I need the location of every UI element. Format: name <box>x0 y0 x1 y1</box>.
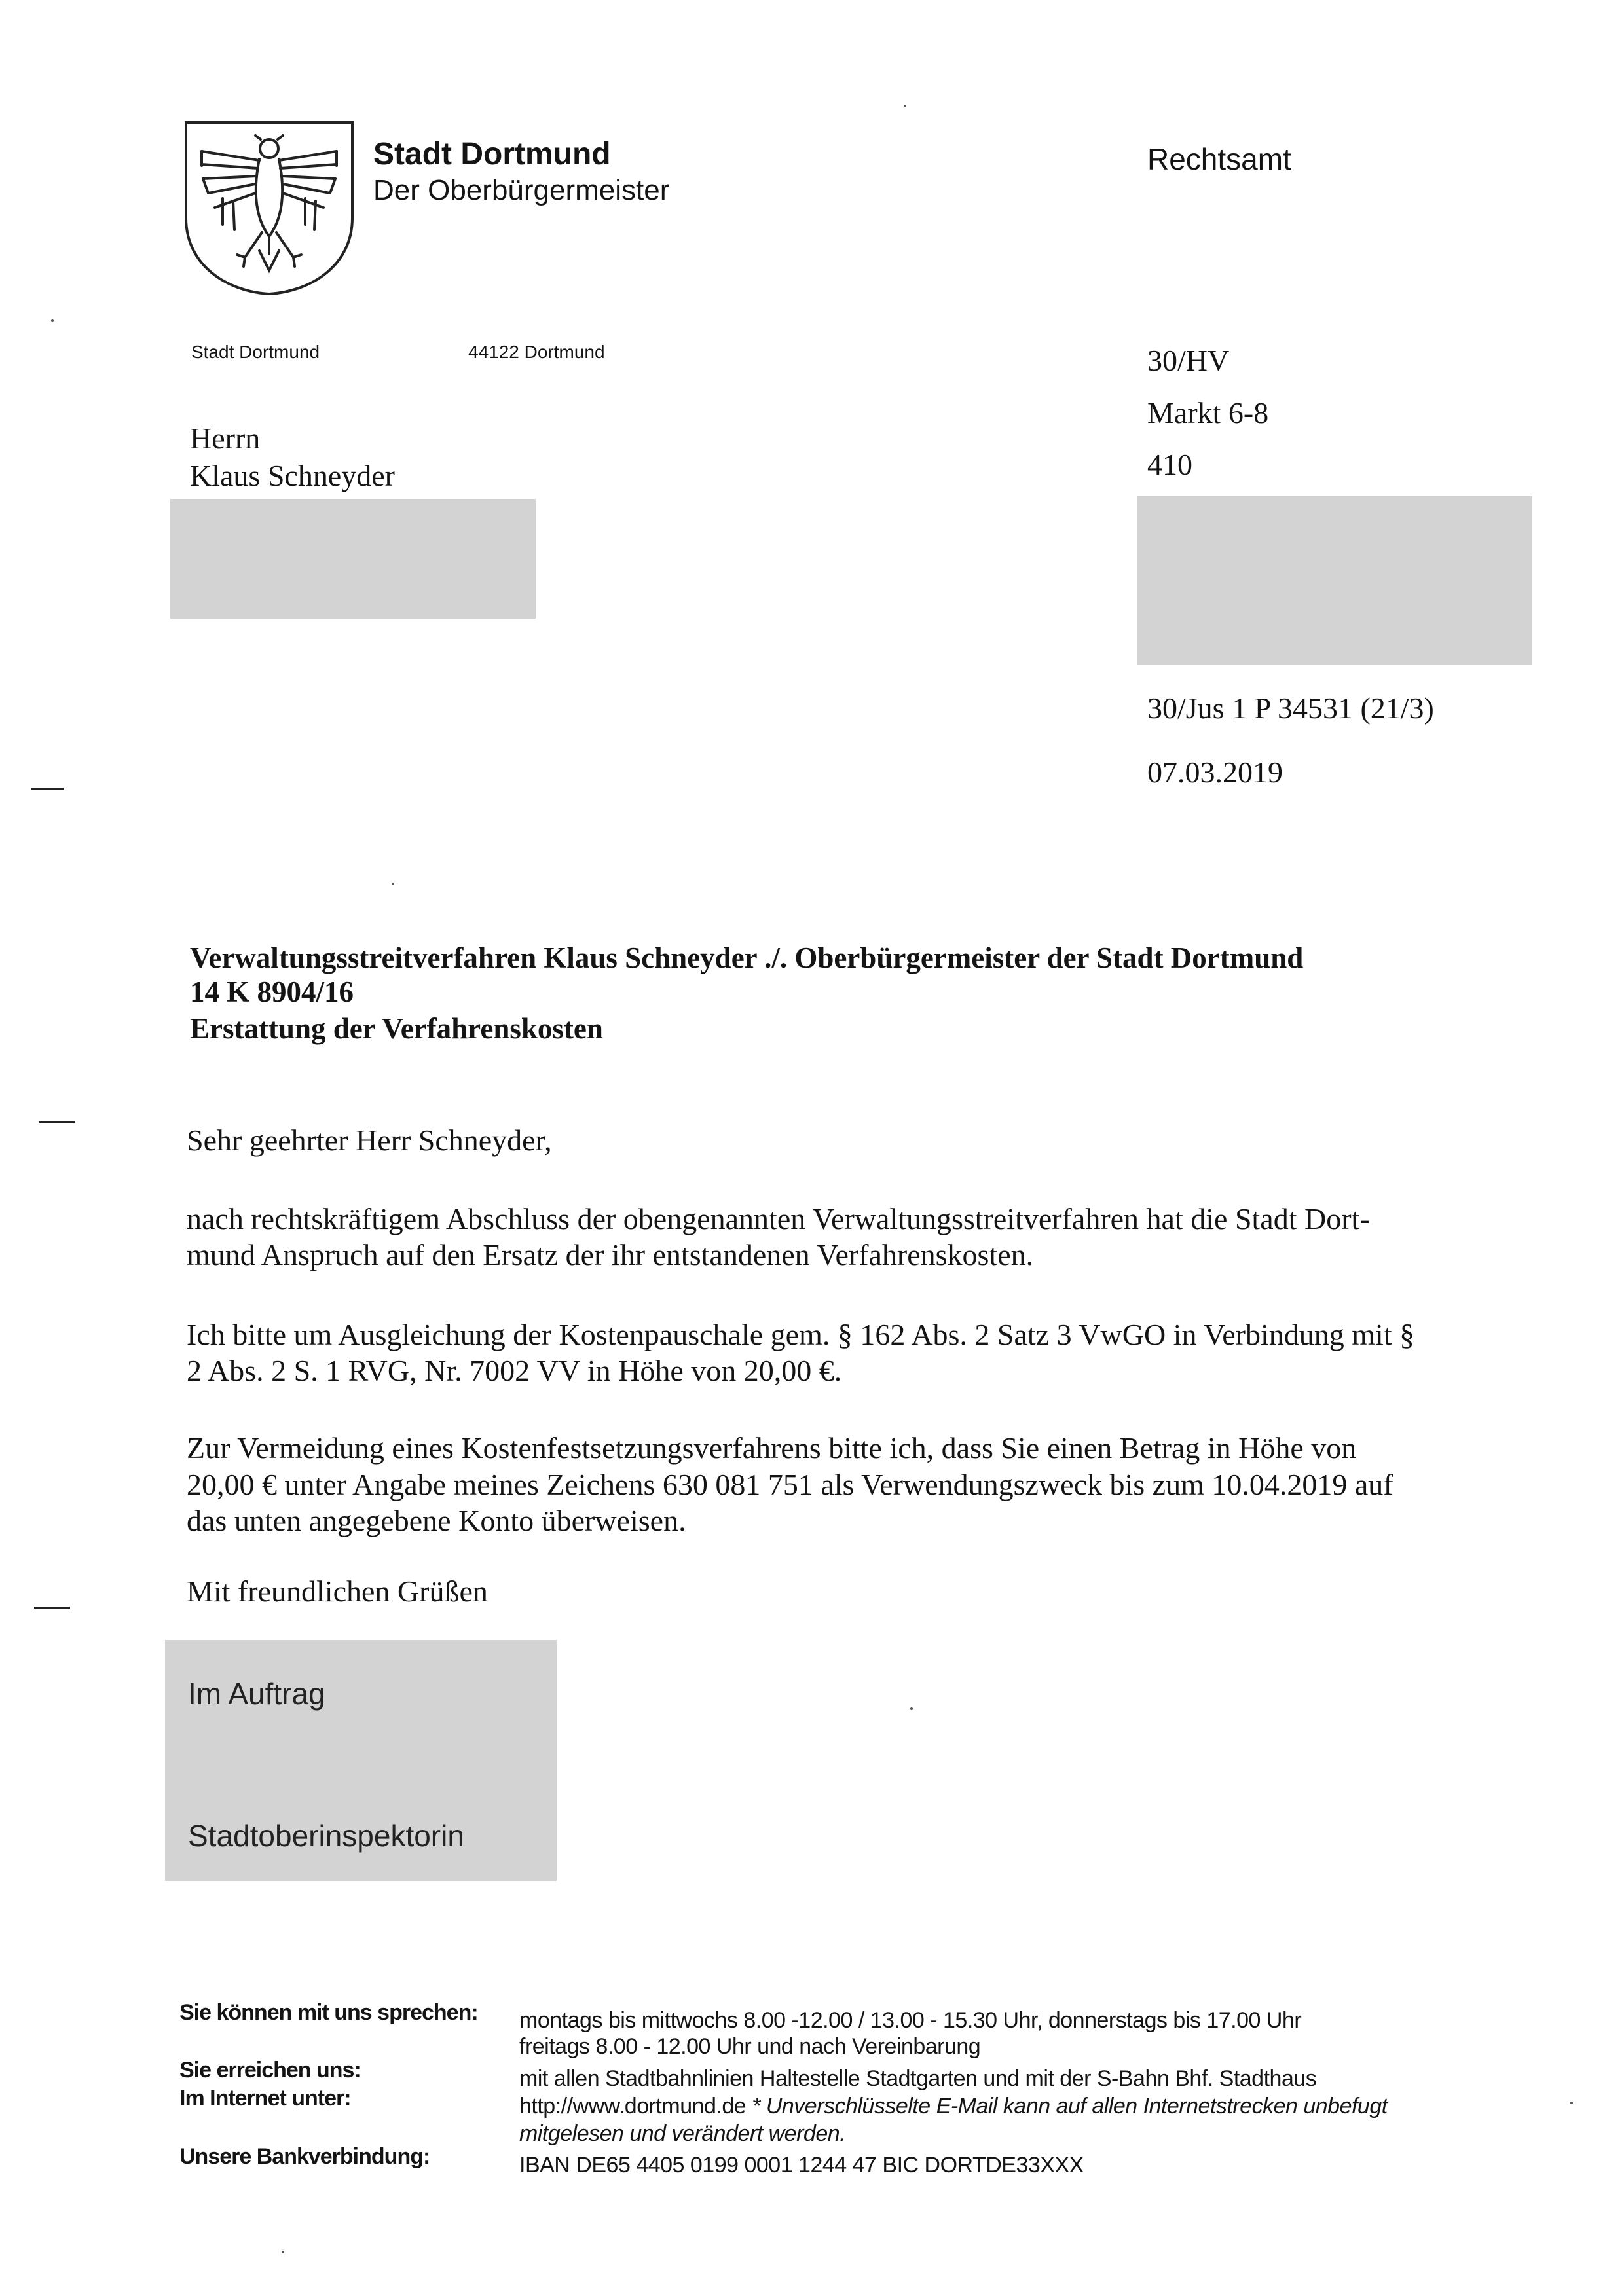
footer-label-internet: Im Internet unter: <box>179 2086 351 2111</box>
website-link[interactable]: http://www.dortmund.de <box>519 2094 747 2119</box>
office-street: Markt 6-8 <box>1147 396 1269 429</box>
recipient-salutation: Herrn <box>190 422 261 455</box>
office-code: 30/HV <box>1147 344 1230 377</box>
footer-internet <box>519 2094 1388 2119</box>
signature-title: Stadtoberinspektorin <box>188 1819 464 1853</box>
punch-mark <box>34 1607 70 1609</box>
footer-label-bank: Unsere Bankverbindung: <box>179 2144 430 2169</box>
footer-label-hours: Sie können mit uns sprechen: <box>179 2000 478 2025</box>
scan-speck <box>51 319 54 322</box>
paragraph-1-line-2: mund Anspruch auf den Ersatz der ihr entstandenen Verfahrenskosten. <box>187 1238 1034 1271</box>
paragraph-3-line-3: das unten angegebene Konto überweisen. <box>187 1504 686 1537</box>
case-number: 14 K 8904/16 <box>190 975 354 1008</box>
subject-topic: Erstattung der Verfahrenskosten <box>190 1012 603 1045</box>
sender-line-name: Stadt Dortmund <box>191 342 320 362</box>
signature-on-behalf: Im Auftrag <box>188 1677 325 1711</box>
paragraph-3-line-2: 20,00 € unter Angabe meines Zeichens 630 081 751 als Verwendungszweck bis zum 10.04.2019 auf <box>187 1468 1393 1501</box>
fold-mark-middle <box>39 1121 75 1123</box>
letter-date: 07.03.2019 <box>1147 756 1283 789</box>
scan-speck <box>904 105 906 107</box>
scan-speck <box>392 883 394 885</box>
scan-speck <box>910 1707 913 1710</box>
footer-bank-details: IBAN DE65 4405 0199 0001 1244 47 BIC DORTDE33XXX <box>519 2153 1084 2178</box>
scan-speck <box>1570 2102 1573 2104</box>
paragraph-1-line-1: nach rechtskräftigem Abschluss der obengenannten Verwaltungsstreitverfahren hat die Stadt Dort- <box>187 1202 1370 1235</box>
closing: Mit freundlichen Grüßen <box>187 1575 488 1608</box>
eagle-coat-of-arms-icon <box>182 120 356 297</box>
email-warning-line-2: mitgelesen und verändert werden. <box>519 2121 846 2146</box>
footer-hours-line-1: montags bis mittwochs 8.00 -12.00 / 13.00 - 15.30 Uhr, donnerstags bis 17.00 Uhr <box>519 2008 1302 2033</box>
footer-hours-line-2: freitags 8.00 - 12.00 Uhr und nach Vereinbarung <box>519 2034 981 2059</box>
organization-subtitle: Der Oberbürgermeister <box>373 174 670 206</box>
redacted-contact-details <box>1137 496 1532 665</box>
scan-speck <box>282 2251 284 2253</box>
department-name: Rechtsamt <box>1147 142 1291 176</box>
email-warning-line-1: * Unverschlüsselte E-Mail kann auf allen Internetstrecken unbefugt <box>752 2094 1388 2119</box>
recipient-name: Klaus Schneyder <box>190 459 395 492</box>
footer-label-reach: Sie erreichen uns: <box>179 2058 361 2083</box>
fold-mark-top <box>31 788 64 790</box>
reference-number: 30/Jus 1 P 34531 (21/3) <box>1147 691 1434 725</box>
sender-line-city: 44122 Dortmund <box>468 342 605 362</box>
redacted-recipient-address <box>170 499 536 619</box>
subject-line: Verwaltungsstreitverfahren Klaus Schneyder ./. Oberbürgermeister der Stadt Dortmund <box>190 941 1304 974</box>
paragraph-2-line-1: Ich bitte um Ausgleichung der Kostenpauschale gem. § 162 Abs. 2 Satz 3 VwGO in Verbindung mit § <box>187 1318 1415 1351</box>
paragraph-3-line-1: Zur Vermeidung eines Kostenfestsetzungsverfahrens bitte ich, dass Sie einen Betrag in Höhe von <box>187 1431 1357 1465</box>
footer-directions: mit allen Stadtbahnlinien Haltestelle Stadtgarten und mit der S-Bahn Bhf. Stadthaus <box>519 2066 1317 2091</box>
office-room: 410 <box>1147 448 1192 481</box>
organization-name: Stadt Dortmund <box>373 137 611 172</box>
paragraph-2-line-2: 2 Abs. 2 S. 1 RVG, Nr. 7002 VV in Höhe von 20,00 €. <box>187 1354 842 1387</box>
greeting: Sehr geehrter Herr Schneyder, <box>187 1123 552 1157</box>
